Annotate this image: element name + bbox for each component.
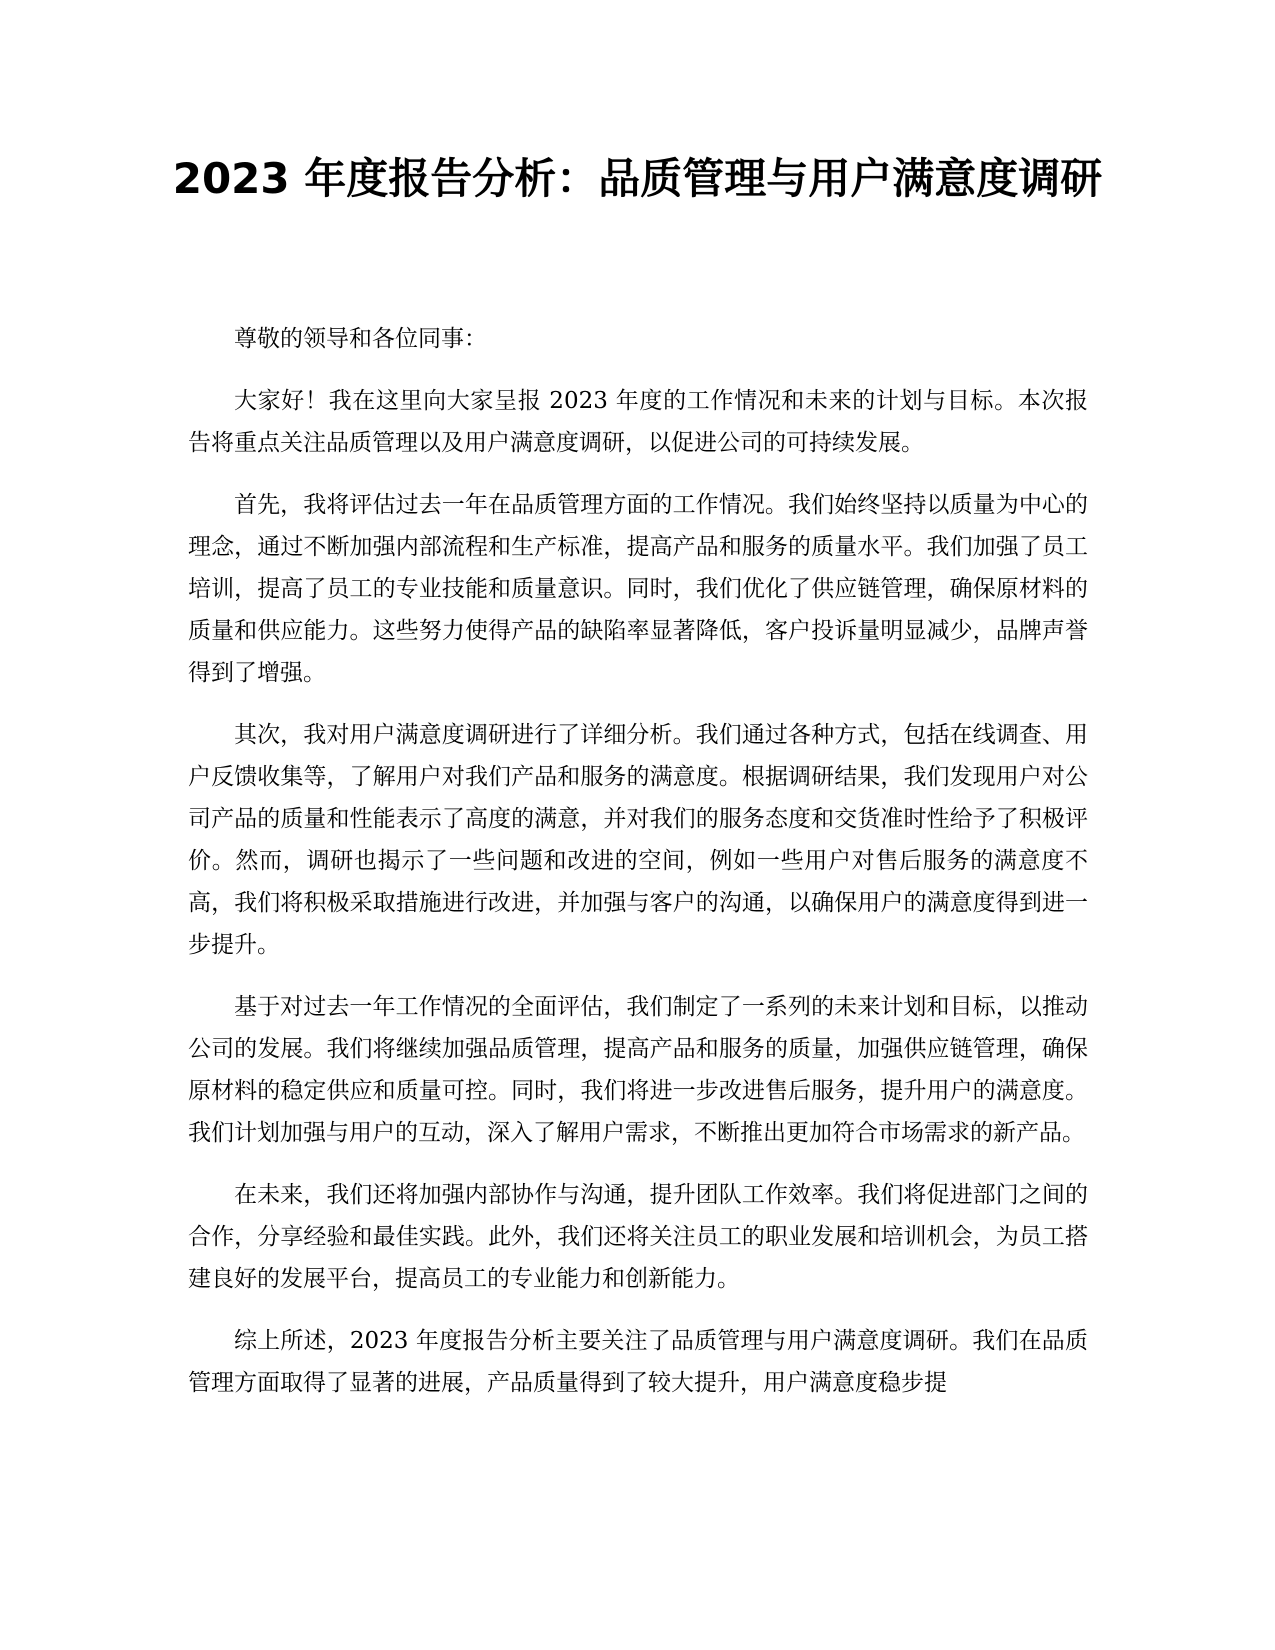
quality-management-paragraph: 首先，我将评估过去一年在品质管理方面的工作情况。我们始终坚持以质量为中心的理念，通过不断加强内部流程和生产标准，提高产品和服务的质量水平。我们加强了员工培训，提高了员工的专业技能和质量意识。同时，我们优化了供应链管理，确保原材料的质量和供应能力。这些努力使得产品的缺陷率显著降低，客户投诉量明显减少，品牌声誉得到了增强。	[188, 492, 1088, 686]
intro-paragraph: 大家好！我在这里向大家呈报 2023 年度的工作情况和未来的计划与目标。本次报告将重点关注品质管理以及用户满意度调研，以促进公司的可持续发展。	[188, 388, 1088, 456]
greeting-paragraph: 尊敬的领导和各位同事：	[234, 326, 487, 352]
user-satisfaction-paragraph: 其次，我对用户满意度调研进行了详细分析。我们通过各种方式，包括在线调查、用户反馈收集等，了解用户对我们产品和服务的满意度。根据调研结果，我们发现用户对公司产品的质量和性能表示了高度的满意，并对我们的服务态度和交货准时性给予了积极评价。然而，调研也揭示了一些问题和改进的空间，例如一些用户对售后服务的满意度不高，我们将积极采取措施进行改进，并加强与客户的沟通，以确保用户的满意度得到进一步提升。	[188, 722, 1088, 958]
document-title: 2023 年度报告分析：品质管理与用户满意度调研	[172, 154, 1103, 203]
document-body	[188, 318, 1088, 1424]
future-plans-paragraph: 基于对过去一年工作情况的全面评估，我们制定了一系列的未来计划和目标，以推动公司的发展。我们将继续加强品质管理，提高产品和服务的质量，加强供应链管理，确保原材料的稳定供应和质量可控。同时，我们将进一步改进售后服务，提升用户的满意度。我们计划加强与用户的互动，深入了解用户需求，不断推出更加符合市场需求的新产品。	[188, 994, 1088, 1146]
collaboration-paragraph: 在未来，我们还将加强内部协作与沟通，提升团队工作效率。我们将促进部门之间的合作，分享经验和最佳实践。此外，我们还将关注员工的职业发展和培训机会，为员工搭建良好的发展平台，提高员工的专业能力和创新能力。	[188, 1182, 1088, 1292]
summary-paragraph: 综上所述，2023 年度报告分析主要关注了品质管理与用户满意度调研。我们在品质管理方面取得了显著的进展，产品质量得到了较大提升，用户满意度稳步提	[188, 1328, 1088, 1396]
